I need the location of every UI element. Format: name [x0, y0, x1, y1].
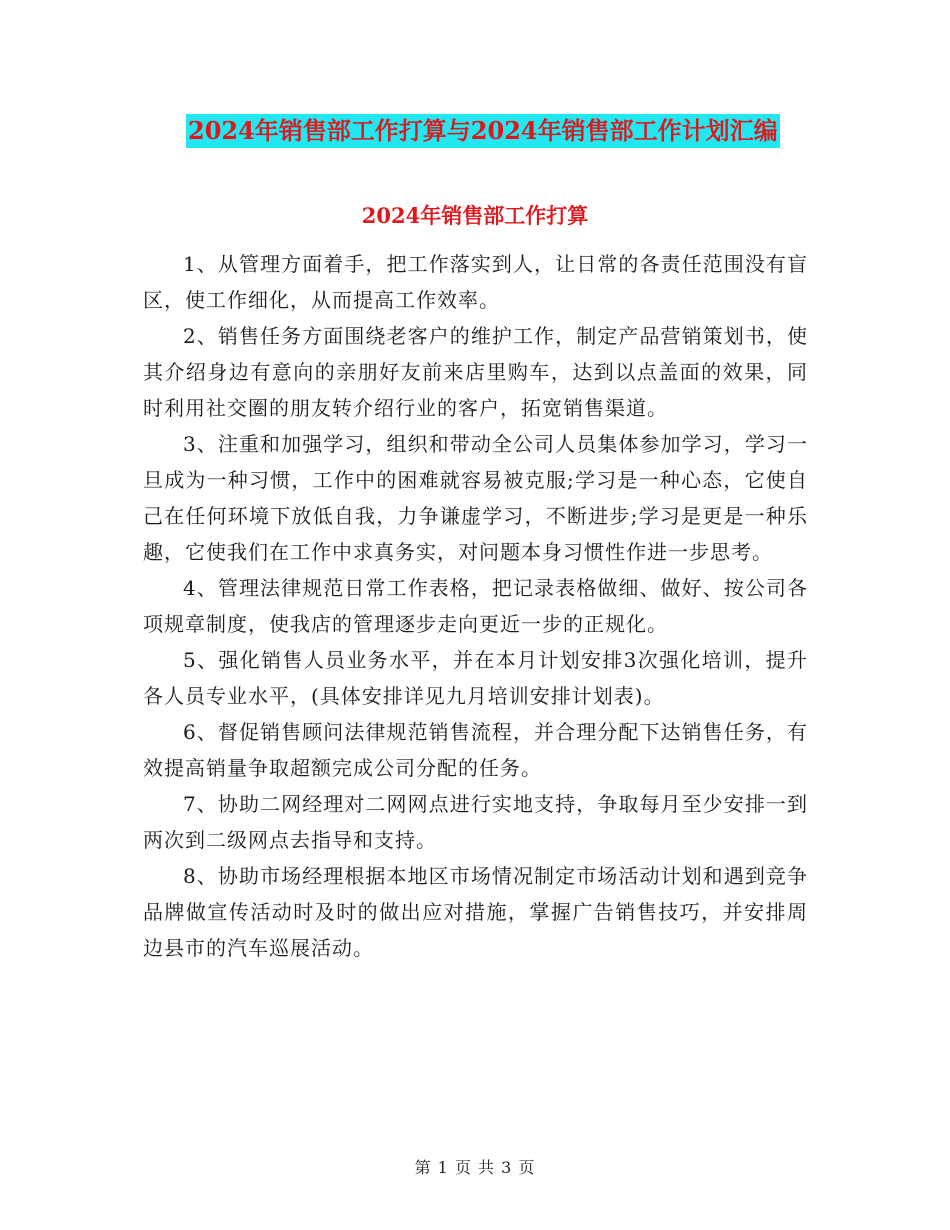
paragraph-8: 8、协助市场经理根据本地区市场情况制定市场活动计划和遇到竞争品牌做宣传活动时及时的做出应对措施，掌握广告销售技巧，并安排周边县市的汽车巡展活动。: [143, 864, 808, 960]
document-body: [143, 246, 808, 966]
paragraph-5: 5、强化销售人员业务水平，并在本月计划安排3次强化培训，提升各人员专业水平，(具体安排详见九月培训安排计划表)。: [143, 648, 808, 708]
page-footer: 第 1 页 共 3 页: [414, 1158, 536, 1177]
paragraph-4: 4、管理法律规范日常工作表格，把记录表格做细、做好、按公司各项规章制度，使我店的管理逐步走向更近一步的正规化。: [143, 576, 808, 636]
paragraph-7: 7、协助二网经理对二网网点进行实地支持，争取每月至少安排一到两次到二级网点去指导和支持。: [143, 792, 808, 852]
section-title: 2024年销售部工作打算: [361, 203, 589, 228]
paragraph-1: 1、从管理方面着手，把工作落实到人，让日常的各责任范围没有盲区，使工作细化，从而提高工作效率。: [143, 252, 808, 312]
paragraph-6: 6、督促销售顾问法律规范销售流程，并合理分配下达销售任务，有效提高销量争取超额完成公司分配的任务。: [143, 720, 808, 780]
document-title: 2024年销售部工作打算与2024年销售部工作计划汇编: [186, 114, 780, 148]
paragraph-2: 2、销售任务方面围绕老客户的维护工作，制定产品营销策划书，使其介绍身边有意向的亲朋好友前来店里购车，达到以点盖面的效果，同时利用社交圈的朋友转介绍行业的客户，拓宽销售渠道。: [143, 324, 808, 420]
paragraph-3: 3、注重和加强学习，组织和带动全公司人员集体参加学习，学习一旦成为一种习惯，工作中的困难就容易被克服;学习是一种心态，它使自己在任何环境下放低自我，力争谦虚学习，不断进步;学习是更是一种乐趣，它使我们在工作中求真务实，对问题本身习惯性作进一步思考。: [143, 432, 808, 564]
